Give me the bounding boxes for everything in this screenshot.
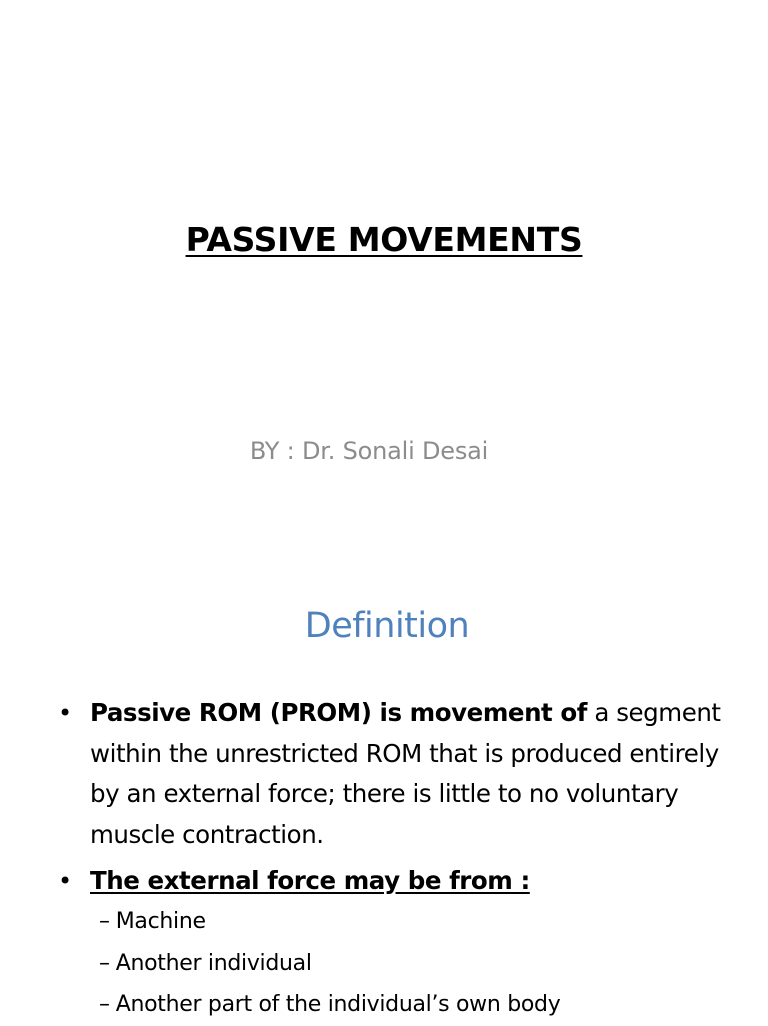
definition-slide (0, 576, 768, 1024)
bullet-item-external-force (58, 861, 748, 902)
sub-item-text: Machine (115, 909, 206, 934)
sub-item-text: Another individual (115, 950, 312, 976)
sub-item-another-individual (99, 943, 560, 985)
sub-bullet-list (99, 901, 560, 1026)
bullet-icon: • (58, 867, 72, 895)
prom-bold-text: Passive ROM (PROM) is movement of (90, 698, 587, 727)
bullet-list (58, 693, 748, 902)
bullet-item-prom (58, 693, 748, 855)
dash-icon: – (99, 992, 110, 1017)
bullet-icon: • (58, 699, 72, 727)
sub-item-own-body (99, 984, 560, 1026)
slide-subtitle (0, 437, 768, 465)
slide-title: PASSIVE MOVEMENTS (185, 220, 583, 259)
definition-heading-text: Definition (304, 606, 470, 646)
definition-heading (0, 606, 768, 646)
dash-icon: – (99, 950, 110, 976)
external-force-text: The external force may be from : (90, 866, 530, 895)
sub-item-text: Another part of the individual’s own body (115, 992, 561, 1017)
dash-icon: – (99, 909, 110, 934)
sub-item-machine (99, 901, 560, 943)
prom-rest-text: a segment within the unrestricted ROM that is produced entirely by an external force; there is little to no voluntary muscle contraction. (90, 698, 721, 849)
author-text: BY : Dr. Sonali Desai (249, 437, 489, 465)
